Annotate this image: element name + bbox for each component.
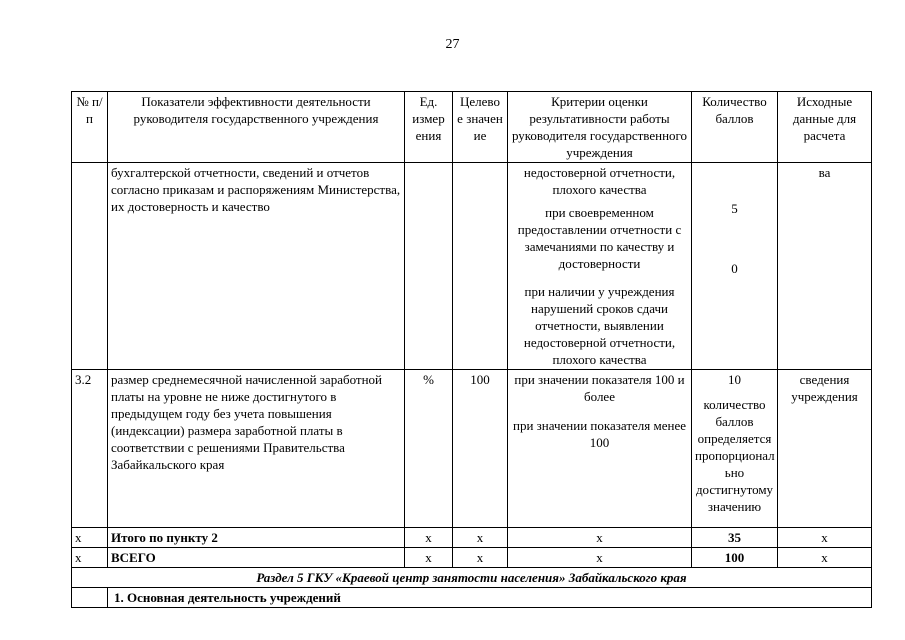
header-unit: Ед. измер ения [405,92,453,163]
cell-num [72,588,108,608]
cell-unit: х [405,548,453,568]
cell-num: х [72,548,108,568]
criteria-text-1: при значении показателя 100 и более [514,372,685,404]
cell-target: х [453,548,508,568]
cell-num [72,163,108,370]
header-source: Исходные данные для расчета [778,92,872,163]
points-value-2: 0 [731,261,738,276]
cell-points [692,370,778,528]
header-points: Количество баллов [692,92,778,163]
cell-source: х [778,548,872,568]
cell-indicator: бухгалтерской отчетности, сведений и отчетов согласно приказам и распоряжениям Министерства, их достоверность и качество [108,163,405,370]
cell-points: 100 [692,548,778,568]
indicators-table [71,91,872,608]
cell-num: х [72,528,108,548]
cell-target [453,163,508,370]
header-row [72,92,872,163]
criteria-text-2: при своевременном предоставлении отчетности с замечаниями по качеству и достоверности [517,205,682,271]
cell-label: Итого по пункту 2 [108,528,405,548]
cell-unit [405,163,453,370]
cell-criteria: х [508,528,692,548]
cell-points: 35 [692,528,778,548]
page-number: 27 [445,37,460,52]
section-title: Раздел 5 ГКУ «Краевой центр занятости населения» Забайкальского края [72,568,872,588]
header-indicators: Показатели эффективности деятельности руководителя государственного учреждения [108,92,405,163]
table-row-total [72,548,872,568]
points-value-2: количество баллов определяется пропорционал ьно достигнутому значению [695,397,775,514]
cell-criteria: х [508,548,692,568]
header-criteria: Критерии оценки результативности работы руководителя государственного учреждения [508,92,692,163]
table-row-continuation [72,163,872,370]
points-value-1: 10 [728,372,741,387]
points-value-1: 5 [731,201,738,216]
criteria-text-1: недостоверной отчетности, плохого качества [523,165,676,197]
subsection-row [72,588,872,608]
subsection-title: 1. Основная деятельность учреждений [108,588,872,608]
criteria-text-2: при значении показателя менее 100 [512,418,686,450]
cell-source: ва [778,163,872,370]
cell-criteria [508,370,692,528]
table-row-3-2 [72,370,872,528]
cell-unit: х [405,528,453,548]
criteria-text-3: при наличии у учреждения нарушений сроков сдачи отчетности, выявлении недостоверной отчетности, плохого качества [523,284,676,367]
cell-num: 3.2 [72,370,108,528]
cell-unit: % [405,370,453,528]
cell-criteria [508,163,692,370]
cell-label: ВСЕГО [108,548,405,568]
cell-points [692,163,778,370]
section-row [72,568,872,588]
cell-target: х [453,528,508,548]
cell-target: 100 [453,370,508,528]
header-target: Целево е значен ие [453,92,508,163]
table-row-total-2 [72,528,872,548]
cell-source: х [778,528,872,548]
cell-indicator: размер среднемесячной начисленной заработной платы на уровне не ниже достигнутого в предыдущем году без учета повышения (индексации) размера заработной платы в соответствии с решениями Правительства Забайкальского края [108,370,405,528]
cell-source: сведения учреждения [778,370,872,528]
header-num: № п/п [72,92,108,163]
